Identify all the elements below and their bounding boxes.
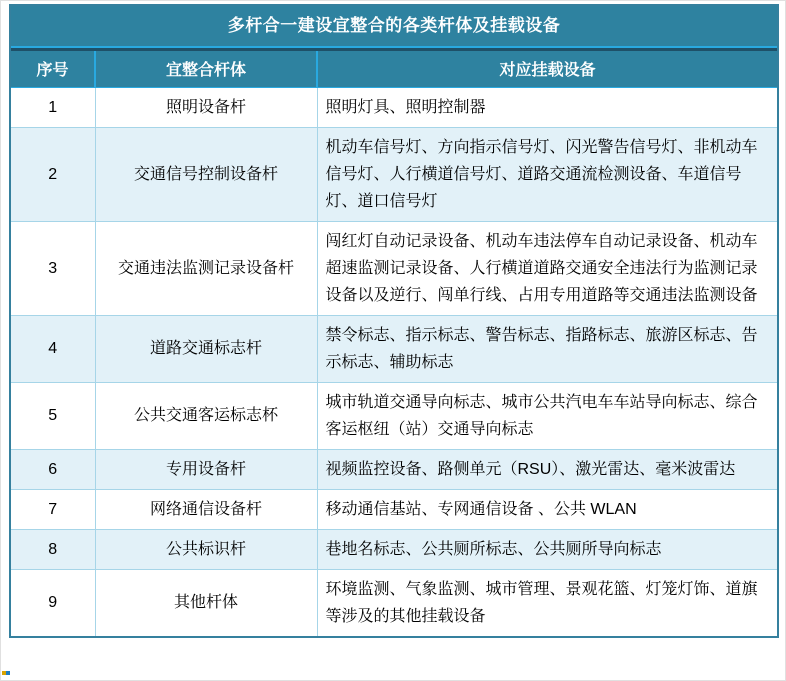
table-body: [11, 87, 777, 636]
cell-devices: 视频监控设备、路侧单元（RSU）、激光雷达、毫米波雷达: [317, 449, 777, 489]
cell-index: 8: [11, 529, 95, 569]
table-row: [11, 221, 777, 315]
cell-devices: 环境监测、气象监测、城市管理、景观花篮、灯笼灯饰、道旗等涉及的其他挂载设备: [317, 569, 777, 636]
cell-devices: 照明灯具、照明控制器: [317, 87, 777, 127]
cell-devices: 移动通信基站、专网通信设备 、公共 WLAN: [317, 489, 777, 529]
cell-index: 3: [11, 221, 95, 315]
header-cell-pole: 宜整合杆体: [95, 51, 317, 87]
cell-devices: 机动车信号灯、方向指示信号灯、闪光警告信号灯、非机动车信号灯、人行横道信号灯、道路交通流检测设备、车道信号灯、道口信号灯: [317, 127, 777, 221]
pole-device-table: [11, 51, 777, 636]
artifact-pixel: [6, 671, 10, 675]
header-row: [11, 51, 777, 87]
cell-devices: 闯红灯自动记录设备、机动车违法停车自动记录设备、机动车超速监测记录设备、人行横道道路交通安全违法行为监测记录设备以及逆行、闯单行线、占用专用道路等交通违法监测设备: [317, 221, 777, 315]
table-row: [11, 315, 777, 382]
cell-devices: 禁令标志、指示标志、警告标志、指路标志、旅游区标志、告示标志、辅助标志: [317, 315, 777, 382]
cell-pole: 交通违法监测记录设备杆: [95, 221, 317, 315]
cell-pole: 其他杆体: [95, 569, 317, 636]
cell-pole: 公共标识杆: [95, 529, 317, 569]
table-row: [11, 569, 777, 636]
cell-pole: 网络通信设备杆: [95, 489, 317, 529]
cell-index: 9: [11, 569, 95, 636]
cell-devices: 城市轨道交通导向标志、城市公共汽电车车站导向标志、综合客运枢纽（站）交通导向标志: [317, 382, 777, 449]
header-cell-devices: 对应挂载设备: [317, 51, 777, 87]
table-row: [11, 127, 777, 221]
table-row: [11, 449, 777, 489]
table-row: [11, 529, 777, 569]
table-row: [11, 489, 777, 529]
table-row: [11, 382, 777, 449]
cell-index: 1: [11, 87, 95, 127]
table-header: [11, 51, 777, 87]
cell-devices: 巷地名标志、公共厕所标志、公共厕所导向标志: [317, 529, 777, 569]
cell-index: 7: [11, 489, 95, 529]
cell-index: 6: [11, 449, 95, 489]
integration-table: [9, 4, 779, 638]
bottom-left-pixel-artifact: [2, 671, 10, 675]
cell-index: 4: [11, 315, 95, 382]
header-cell-index: 序号: [11, 51, 95, 87]
cell-pole: 照明设备杆: [95, 87, 317, 127]
cell-pole: 公共交通客运标志杯: [95, 382, 317, 449]
cell-pole: 道路交通标志杆: [95, 315, 317, 382]
table-row: [11, 87, 777, 127]
table-title: 多杆合一建设宜整合的各类杆体及挂载设备: [11, 6, 777, 46]
cell-index: 2: [11, 127, 95, 221]
cell-pole: 专用设备杆: [95, 449, 317, 489]
cell-pole: 交通信号控制设备杆: [95, 127, 317, 221]
cell-index: 5: [11, 382, 95, 449]
